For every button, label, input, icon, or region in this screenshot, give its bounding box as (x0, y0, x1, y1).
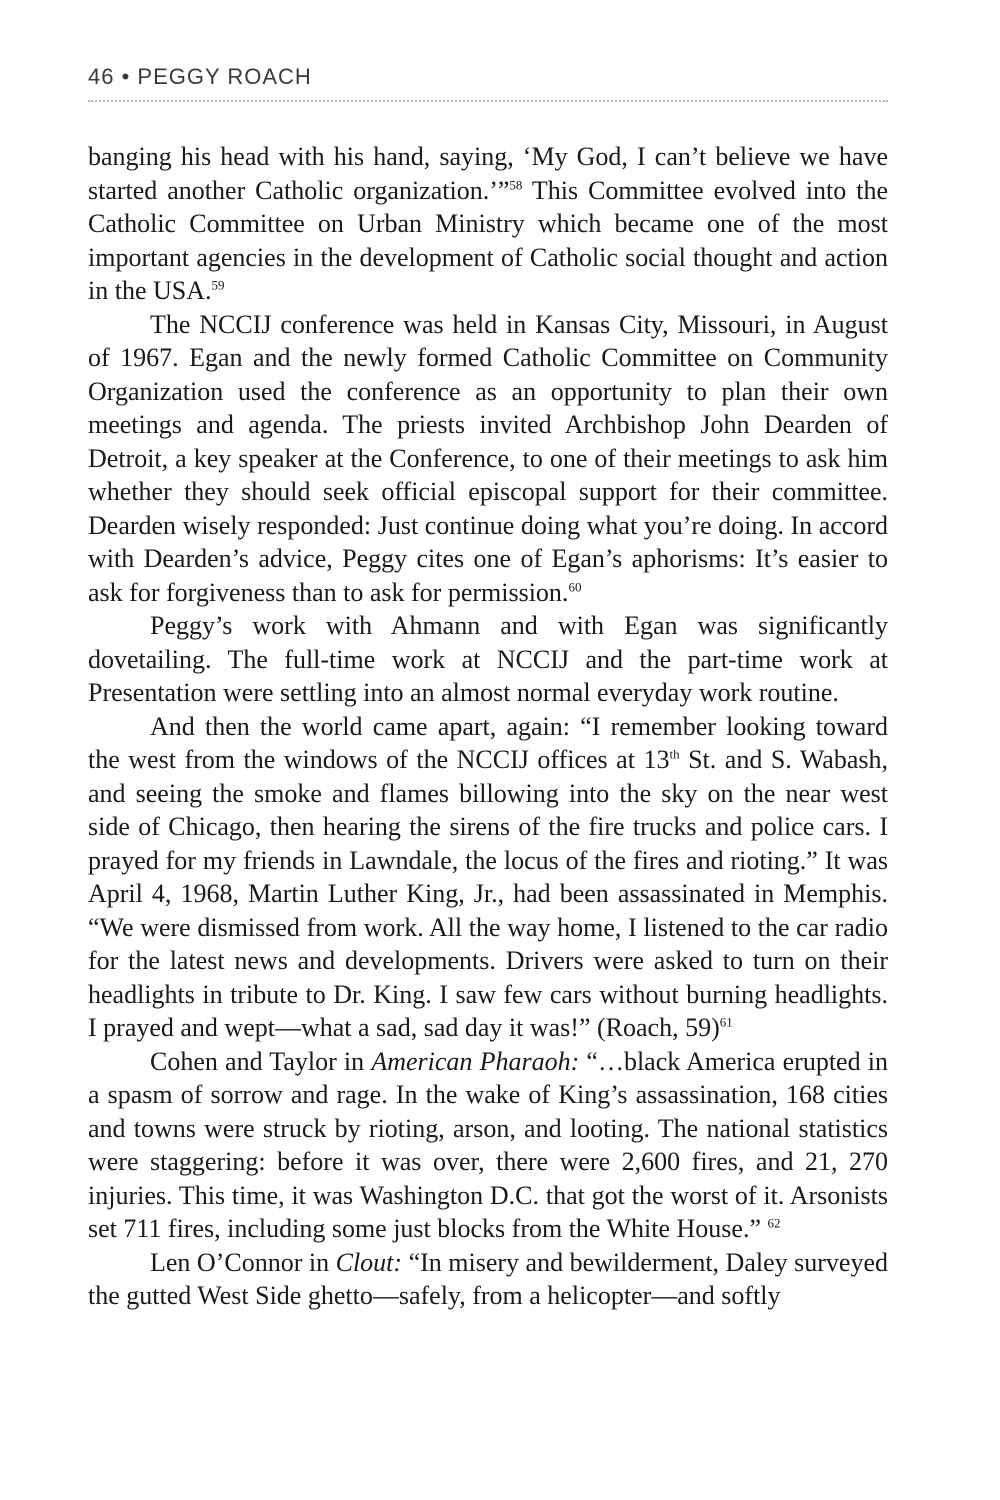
paragraph-2 (88, 308, 888, 610)
body-text (88, 140, 888, 1313)
paragraph-1 (88, 140, 888, 308)
paragraph-text: Len O’Connor in (150, 1247, 336, 1277)
paragraph-4 (88, 710, 888, 1045)
footnote-marker: 60 (568, 578, 582, 594)
paragraph-text: St. and S. Wabash, and seeing the smoke and flames billowing into the sky on the near west side of Chicago, then hearing the sirens of the fire trucks and police cars. I prayed for my friends in Lawndale, the locus of the fires and rioting.” It was April 4, 1968, Martin Luther King, Jr., had been assassinated in Memphis. “We were dismissed from work. All the way home, I listened to the car radio for the latest news and developments. Drivers were asked to turn on their headlights in tribute to Dr. King. I saw few cars without burning headlights. I prayed and wept—what a sad, sad day it was!” (Roach, 59) (88, 745, 889, 1042)
book-title: American Pharaoh: (371, 1046, 580, 1076)
footnote-marker: 59 (211, 277, 225, 293)
header-divider (88, 100, 888, 102)
footnote-marker: 58 (509, 176, 523, 192)
paragraph-6 (88, 1246, 888, 1313)
paragraph-5 (88, 1045, 888, 1246)
book-title: Clout: (335, 1247, 403, 1277)
paragraph-3 (88, 609, 888, 710)
paragraph-text: “In misery and bewilderment, Daley surveyed the gutted West Side ghetto—safely, from a helicopter—and softly (88, 1247, 888, 1310)
paragraph-text: Peggy’s work with Ahmann and with Egan was significantly dovetailing. The full-time work at NCCIJ and the part-time work at Presentation were settling into an almost normal everyday work routine. (88, 611, 888, 707)
footnote-marker: 62 (767, 1215, 781, 1231)
running-head: 46 • PEGGY ROACH (88, 64, 312, 89)
footnote-marker: 61 (719, 1014, 733, 1030)
paragraph-text: This Committee evolved into the Catholic Committee on Urban Ministry which became one of the most important agencies in the development of Catholic social thought and action in the USA. (88, 175, 888, 305)
paragraph-text: Cohen and Taylor in (150, 1046, 372, 1076)
ordinal-superscript: th (669, 746, 680, 762)
paragraph-text: The NCCIJ conference was held in Kansas City, Missouri, in August of 1967. Egan and the newly formed Catholic Committee on Community Organization used the conference as an opportunity to plan their own meetings and agenda. The priests invited Archbishop John Dearden of Detroit, a key speaker at the Conference, to one of their meetings to ask him whether they should seek official episcopal support for their committee. Dearden wisely responded: Just continue doing what you’re doing. In accord with Dearden’s advice, Peggy cites one of Egan’s aphorisms: It’s easier to ask for forgiveness than to ask for permission. (88, 309, 888, 607)
paragraph-text: banging his head with his hand, saying, ‘My God, I can’t believe we have started another Catholic organization.’” (88, 142, 888, 205)
paragraph-text: “…black America erupted in a spasm of sorrow and rage. In the wake of King’s assassination, 168 cities and towns were struck by rioting, arson, and looting. The national statistics were staggering: before it was over, there were 2,600 fires, and 21, 270 injuries. This time, it was Washington D.C. that got the worst of it. Arsonists set 711 fires, including some just blocks from the White House.” (88, 1046, 888, 1243)
paragraph-text: And then the world came apart, again: “I remember looking toward the west from the windows of the NCCIJ offices at 13 (88, 711, 888, 774)
